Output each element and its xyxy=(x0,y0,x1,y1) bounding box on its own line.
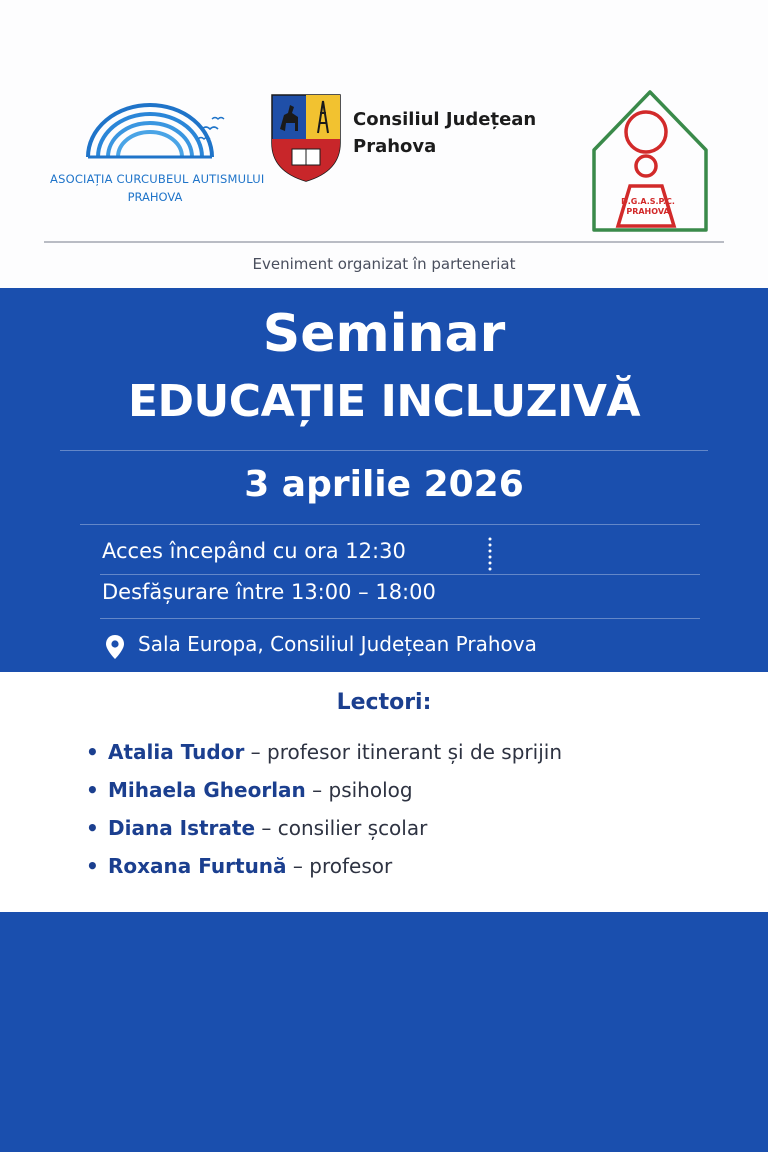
lecturer-name: Atalia Tudor xyxy=(108,740,245,764)
divider xyxy=(80,524,700,525)
consiliul-judetean-logo xyxy=(270,93,550,185)
event-title-seminar: Seminar xyxy=(262,304,506,364)
consiliu-name: Consiliul Județean xyxy=(353,109,537,130)
bullet-icon: • xyxy=(86,854,99,878)
access-time: Acces începând cu ora 12:30 xyxy=(102,539,406,563)
divider xyxy=(100,574,700,575)
bottom-band xyxy=(0,912,768,1152)
lecturer-role: – profesor xyxy=(286,854,393,878)
bullet-icon: • xyxy=(86,740,99,764)
partnership-note: Eveniment organizat în parteneriat xyxy=(252,255,516,273)
lecturers-heading: Lectori: xyxy=(336,690,432,715)
lecturer-item xyxy=(86,816,562,854)
dgaspc-county: PRAHOVA xyxy=(626,207,670,216)
lecturers-section xyxy=(0,672,768,912)
schedule-time: Desfășurare între 13:00 – 18:00 xyxy=(102,580,436,604)
lecturer-name: Diana Istrate xyxy=(108,816,256,840)
poster-header xyxy=(0,0,768,288)
asociatie-curcubeul-logo xyxy=(40,95,265,220)
asociatie-name: ASOCIAȚIA CURCUBEUL AUTISMULUI xyxy=(50,172,265,186)
lecturer-item xyxy=(86,778,562,816)
bullet-icon: • xyxy=(86,778,99,802)
bullet-icon: • xyxy=(86,816,99,840)
dotted-separator-icon xyxy=(488,536,492,572)
lecturer-item xyxy=(86,854,562,892)
rainbow-icon xyxy=(40,95,260,175)
header-divider xyxy=(44,241,724,243)
lecturer-role: – psiholog xyxy=(305,778,413,802)
venue-text: Sala Europa, Consiliul Județean Prahova xyxy=(138,632,537,656)
dgaspc-logo xyxy=(588,88,712,238)
lecturer-item xyxy=(86,740,562,778)
lecturer-name: Roxana Furtună xyxy=(108,854,287,878)
divider xyxy=(100,618,700,619)
event-date: 3 aprilie 2026 xyxy=(244,464,524,505)
asociatie-county: PRAHOVA xyxy=(127,190,183,204)
event-info-band xyxy=(0,288,768,672)
event-title-topic: EDUCAȚIE INCLUZIVĂ xyxy=(127,376,641,427)
lecturer-role: – profesor itinerant și de sprijin xyxy=(244,740,562,764)
lecturer-list xyxy=(86,740,562,892)
divider xyxy=(60,450,708,451)
coat-of-arms-icon xyxy=(270,93,342,183)
lecturer-name: Mihaela Gheorlan xyxy=(108,778,306,802)
map-pin-icon xyxy=(104,634,126,660)
dgaspc-name: D.G.A.S.P.C. xyxy=(621,197,675,206)
consiliu-county: Prahova xyxy=(353,136,437,157)
lecturer-role: – consilier școlar xyxy=(255,816,428,840)
